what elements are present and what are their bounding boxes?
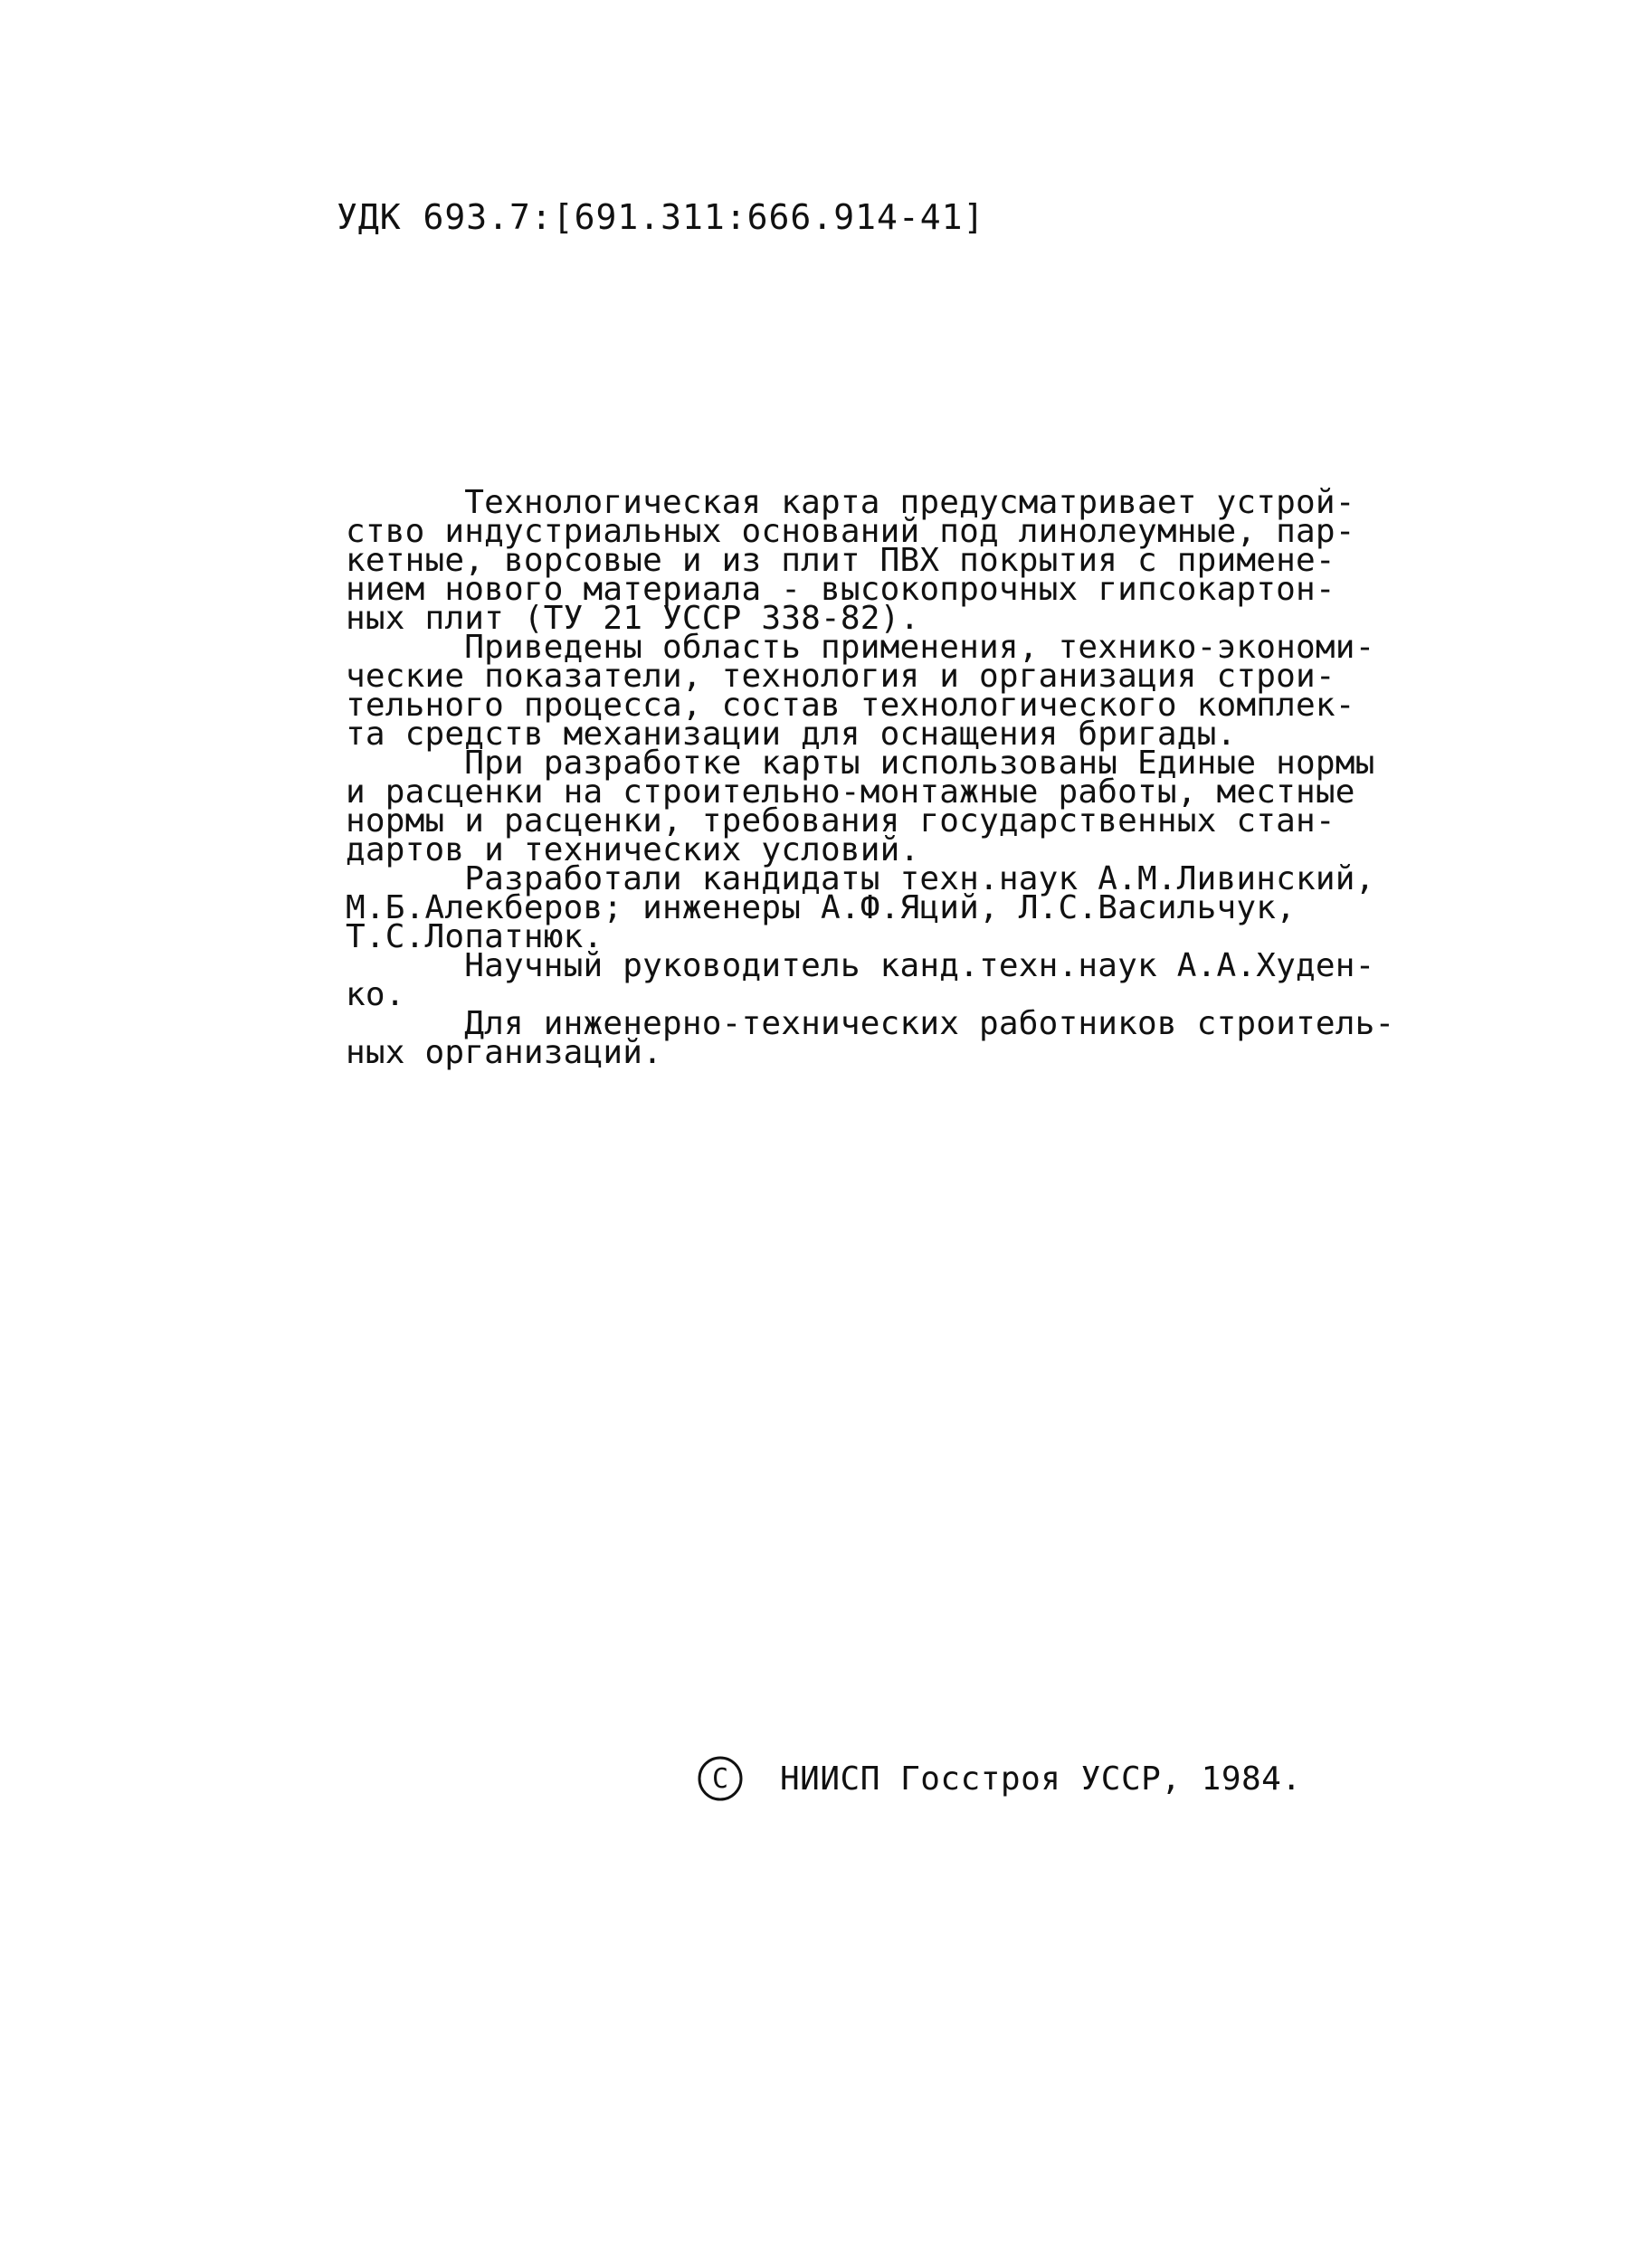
text-line: ство индустриальных оснований под линолеумные, пар-: [346, 513, 1355, 550]
paragraph-contents: [346, 629, 1375, 753]
copyright-notice: [697, 1755, 1302, 1802]
paragraph-supervisor: [346, 947, 1375, 1013]
text-line: дартов и технических условий.: [346, 831, 920, 868]
text-line: ных плит (ТУ 21 УССР 338-82).: [346, 600, 920, 637]
copyright-icon: [697, 1755, 744, 1802]
text-line: Для инженерно-технических работников строитель-: [346, 1005, 1395, 1042]
text-line: ных организаций.: [346, 1034, 662, 1071]
text-line: нормы и расценки, требования государственных стан-: [346, 802, 1336, 840]
udc-code: УДК 693.7:[691.311:666.914-41]: [337, 197, 985, 237]
copyright-text: НИИСП Госстроя УССР, 1984.: [780, 1760, 1302, 1798]
text-line: Научный руководитель канд.техн.наук А.А.Худен-: [346, 947, 1375, 984]
text-line: тельного процесса, состав технологического комплек-: [346, 687, 1355, 724]
text-line: та средств механизации для оснащения бригады.: [346, 716, 1237, 753]
text-line: Т.С.Лопатнюк.: [346, 918, 604, 955]
text-line: и расценки на строительно-монтажные работы, местные: [346, 773, 1355, 811]
text-line: Разработали кандидаты техн.наук А.М.Ливинский,: [346, 860, 1375, 897]
text-line: ческие показатели, технология и организация строи-: [346, 658, 1336, 695]
paragraph-sources: [346, 745, 1375, 868]
text-line: Технологическая карта предусматривает устрой-: [346, 484, 1355, 521]
paragraph-audience: [346, 1005, 1395, 1071]
text-line: Приведены область применения, технико-экономи-: [346, 629, 1375, 666]
text-line: кетные, ворсовые и из плит ПВХ покрытия с примене-: [346, 542, 1336, 579]
text-line: М.Б.Алекберов; инженеры А.Ф.Яций, Л.С.Васильчук,: [346, 889, 1296, 926]
paragraph-scope: [346, 484, 1355, 637]
text-line: При разработке карты использованы Единые нормы: [346, 745, 1375, 782]
text-line: нием нового материала - высокопрочных гипсокартон-: [346, 571, 1336, 608]
svg-text:C: C: [711, 1763, 729, 1795]
text-line: ко.: [346, 976, 405, 1013]
abstract-text: [346, 484, 1395, 1071]
paragraph-authors: [346, 860, 1375, 955]
